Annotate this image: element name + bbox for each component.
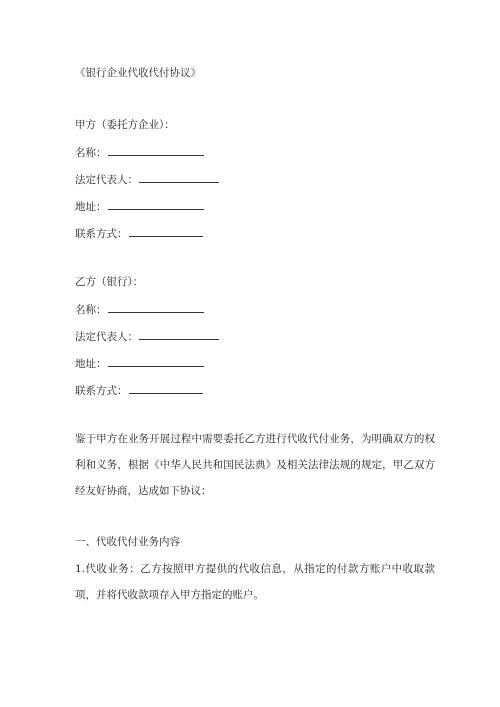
party-b-contact-row xyxy=(75,383,203,398)
field-label: 法定代表人： xyxy=(75,331,138,343)
fill-blank xyxy=(108,302,204,313)
party-a-contact-row xyxy=(75,226,203,241)
field-label: 名称： xyxy=(75,304,107,316)
party-b-address-row xyxy=(75,356,204,371)
fill-blank xyxy=(129,226,203,237)
section-1-heading: 一、代收代付业务内容 xyxy=(75,536,180,548)
party-b-heading: 乙方（银行）： xyxy=(75,276,144,288)
fill-blank xyxy=(139,329,219,340)
fill-blank xyxy=(108,145,204,156)
party-a-representative-row xyxy=(75,172,219,187)
party-b-representative-row xyxy=(75,329,219,344)
fill-blank xyxy=(108,199,204,210)
section-1-item-1: 1.代收业务：乙方按照甲方提供的代收信息，从指定的付款方账户中收取款项，并将代收款项存入甲方指定的账户。 xyxy=(75,563,435,601)
document-title: 《银行企业代收代付协议》 xyxy=(75,67,201,79)
party-b-name-row xyxy=(75,302,204,317)
preamble-paragraph: 鉴于甲方在业务开展过程中需要委托乙方进行代收代付业务，为明确双方的权利和义务，根据《中华人民共和国民法典》及相关法律法规的规定，甲乙双方经友好协商，达成如下协议： xyxy=(75,433,435,497)
field-label: 法定代表人： xyxy=(75,174,138,186)
fill-blank xyxy=(139,172,219,183)
field-label: 名称： xyxy=(75,147,107,159)
party-a-heading: 甲方（委托方企业）： xyxy=(75,119,175,131)
field-label: 联系方式： xyxy=(75,385,128,397)
field-label: 联系方式： xyxy=(75,228,128,240)
field-label: 地址： xyxy=(75,358,107,370)
fill-blank xyxy=(108,356,204,367)
fill-blank xyxy=(129,383,203,394)
party-a-name-row xyxy=(75,145,204,160)
party-a-address-row xyxy=(75,199,204,214)
field-label: 地址： xyxy=(75,201,107,213)
